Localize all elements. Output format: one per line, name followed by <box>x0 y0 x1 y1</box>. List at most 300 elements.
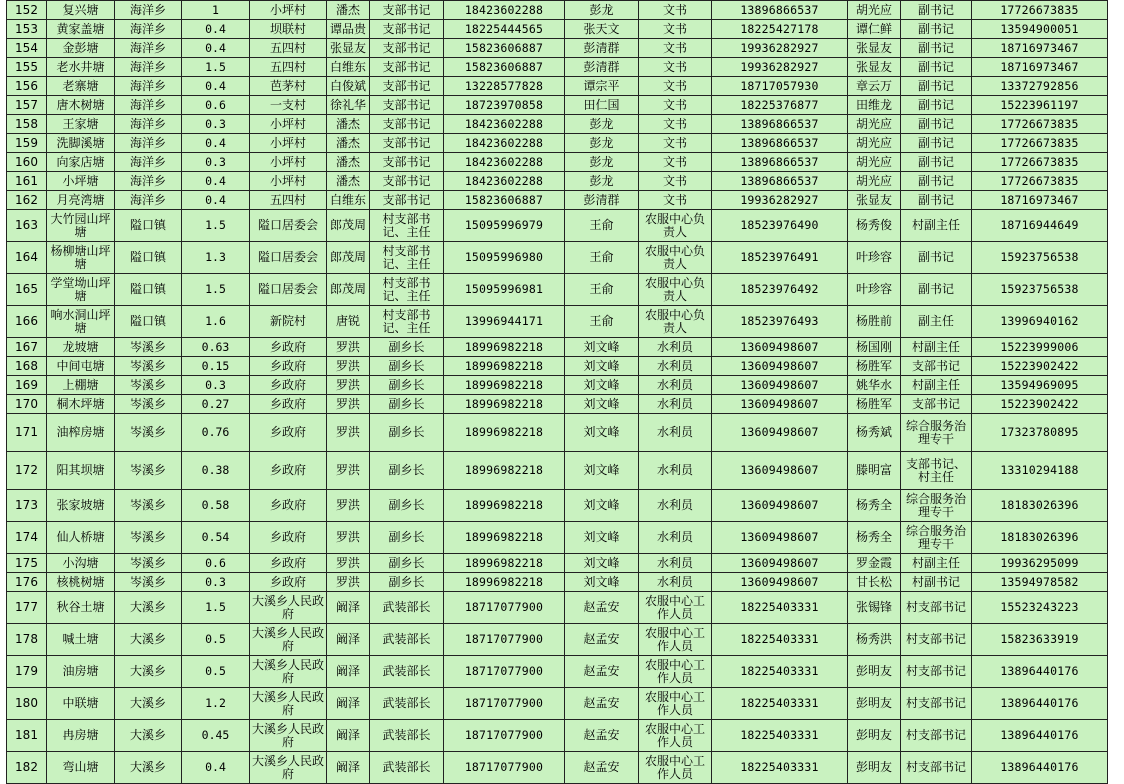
area-cell: 0.5 <box>182 624 250 656</box>
table-row <box>7 338 1108 357</box>
responsible-title-cell: 副乡长 <box>370 338 444 357</box>
patrol-phone-cell: 15223999006 <box>972 338 1108 357</box>
responsible-person-cell: 罗洪 <box>327 490 370 522</box>
patrol-title-cell: 村副书记 <box>901 573 972 592</box>
tech-person-cell: 刘文峰 <box>565 376 639 395</box>
tech-title-cell: 农服中心工作人员 <box>639 656 712 688</box>
responsible-title-cell: 村支部书记、主任 <box>370 274 444 306</box>
row-number-cell: 169 <box>7 376 47 395</box>
responsible-phone-cell: 15095996979 <box>444 210 565 242</box>
patrol-phone-cell: 13896440176 <box>972 688 1108 720</box>
responsible-person-cell: 阚泽 <box>327 720 370 752</box>
tech-person-cell: 刘文峰 <box>565 490 639 522</box>
town-cell: 海洋乡 <box>115 58 182 77</box>
patrol-person-cell: 胡光应 <box>848 172 901 191</box>
tech-person-cell: 彭龙 <box>565 172 639 191</box>
patrol-title-cell: 支部书记 <box>901 357 972 376</box>
tech-person-cell: 刘文峰 <box>565 414 639 452</box>
tech-title-cell: 水利员 <box>639 414 712 452</box>
patrol-phone-cell: 15923756538 <box>972 274 1108 306</box>
tech-title-cell: 文书 <box>639 172 712 191</box>
patrol-title-cell: 村支部书记 <box>901 752 972 784</box>
tech-phone-cell: 18523976493 <box>712 306 848 338</box>
row-number-cell: 174 <box>7 522 47 554</box>
responsible-phone-cell: 18717077900 <box>444 624 565 656</box>
tech-person-cell: 赵孟安 <box>565 752 639 784</box>
patrol-title-cell: 副书记 <box>901 242 972 274</box>
patrol-person-cell: 张锡锋 <box>848 592 901 624</box>
tech-phone-cell: 18225403331 <box>712 688 848 720</box>
patrol-phone-cell: 15823633919 <box>972 624 1108 656</box>
pond-name-cell: 洗脚溪塘 <box>47 134 115 153</box>
village-cell: 隘口居委会 <box>250 210 327 242</box>
area-cell: 0.4 <box>182 39 250 58</box>
responsible-phone-cell: 15823606887 <box>444 191 565 210</box>
town-cell: 岑溪乡 <box>115 452 182 490</box>
patrol-person-cell: 滕明富 <box>848 452 901 490</box>
village-cell: 大溪乡人民政府 <box>250 624 327 656</box>
patrol-title-cell: 支部书记、村主任 <box>901 452 972 490</box>
area-cell: 0.58 <box>182 490 250 522</box>
responsible-phone-cell: 18423602288 <box>444 153 565 172</box>
area-cell: 1 <box>182 1 250 20</box>
responsible-title-cell: 支部书记 <box>370 172 444 191</box>
responsible-person-cell: 罗洪 <box>327 376 370 395</box>
row-number-cell: 182 <box>7 752 47 784</box>
area-cell: 0.5 <box>182 656 250 688</box>
responsible-person-cell: 白维东 <box>327 191 370 210</box>
tech-phone-cell: 18225403331 <box>712 624 848 656</box>
tech-person-cell: 刘文峰 <box>565 338 639 357</box>
table-row <box>7 172 1108 191</box>
patrol-phone-cell: 13594900051 <box>972 20 1108 39</box>
tech-title-cell: 文书 <box>639 39 712 58</box>
responsible-phone-cell: 18996982218 <box>444 554 565 573</box>
village-cell: 五四村 <box>250 39 327 58</box>
village-cell: 乡政府 <box>250 522 327 554</box>
area-cell: 0.63 <box>182 338 250 357</box>
tech-person-cell: 刘文峰 <box>565 573 639 592</box>
patrol-person-cell: 杨秀全 <box>848 522 901 554</box>
tech-phone-cell: 13896866537 <box>712 1 848 20</box>
patrol-title-cell: 村支部书记 <box>901 592 972 624</box>
tech-phone-cell: 13609498607 <box>712 452 848 490</box>
patrol-title-cell: 副书记 <box>901 115 972 134</box>
patrol-phone-cell: 15223961197 <box>972 96 1108 115</box>
village-cell: 芭茅村 <box>250 77 327 96</box>
village-cell: 小坪村 <box>250 153 327 172</box>
row-number-cell: 179 <box>7 656 47 688</box>
village-cell: 新院村 <box>250 306 327 338</box>
tech-phone-cell: 13609498607 <box>712 376 848 395</box>
patrol-phone-cell: 13372792856 <box>972 77 1108 96</box>
pond-name-cell: 油榨房塘 <box>47 414 115 452</box>
responsible-title-cell: 支部书记 <box>370 153 444 172</box>
village-cell: 小坪村 <box>250 134 327 153</box>
tech-phone-cell: 18225427178 <box>712 20 848 39</box>
responsible-title-cell: 支部书记 <box>370 58 444 77</box>
pond-name-cell: 喊土塘 <box>47 624 115 656</box>
responsible-phone-cell: 18996982218 <box>444 414 565 452</box>
patrol-person-cell: 胡光应 <box>848 1 901 20</box>
pond-name-cell: 小沟塘 <box>47 554 115 573</box>
responsible-phone-cell: 18423602288 <box>444 172 565 191</box>
patrol-phone-cell: 15523243223 <box>972 592 1108 624</box>
patrol-person-cell: 杨秀全 <box>848 490 901 522</box>
pond-name-cell: 复兴塘 <box>47 1 115 20</box>
row-number-cell: 173 <box>7 490 47 522</box>
village-cell: 隘口居委会 <box>250 274 327 306</box>
responsible-person-cell: 罗洪 <box>327 452 370 490</box>
patrol-phone-cell: 18183026396 <box>972 522 1108 554</box>
patrol-title-cell: 副书记 <box>901 274 972 306</box>
table-row <box>7 720 1108 752</box>
row-number-cell: 166 <box>7 306 47 338</box>
tech-title-cell: 农服中心负责人 <box>639 210 712 242</box>
row-number-cell: 165 <box>7 274 47 306</box>
tech-phone-cell: 13896866537 <box>712 172 848 191</box>
patrol-person-cell: 叶珍容 <box>848 274 901 306</box>
tech-phone-cell: 13896866537 <box>712 134 848 153</box>
town-cell: 大溪乡 <box>115 624 182 656</box>
area-cell: 0.4 <box>182 134 250 153</box>
pond-name-cell: 金彭塘 <box>47 39 115 58</box>
area-cell: 1.6 <box>182 306 250 338</box>
table-row <box>7 414 1108 452</box>
patrol-title-cell: 村支部书记 <box>901 656 972 688</box>
tech-phone-cell: 13609498607 <box>712 573 848 592</box>
patrol-phone-cell: 13896440176 <box>972 720 1108 752</box>
area-cell: 0.3 <box>182 115 250 134</box>
village-cell: 乡政府 <box>250 414 327 452</box>
tech-phone-cell: 18225403331 <box>712 592 848 624</box>
patrol-title-cell: 村副主任 <box>901 376 972 395</box>
tech-person-cell: 赵孟安 <box>565 720 639 752</box>
town-cell: 岑溪乡 <box>115 522 182 554</box>
responsible-person-cell: 徐礼华 <box>327 96 370 115</box>
town-cell: 隘口镇 <box>115 210 182 242</box>
responsible-phone-cell: 13996944171 <box>444 306 565 338</box>
pond-name-cell: 中间屯塘 <box>47 357 115 376</box>
patrol-phone-cell: 18183026396 <box>972 490 1108 522</box>
patrol-title-cell: 副书记 <box>901 96 972 115</box>
town-cell: 大溪乡 <box>115 752 182 784</box>
patrol-title-cell: 村支部书记 <box>901 688 972 720</box>
tech-title-cell: 文书 <box>639 134 712 153</box>
town-cell: 岑溪乡 <box>115 357 182 376</box>
area-cell: 1.5 <box>182 274 250 306</box>
tech-person-cell: 彭龙 <box>565 153 639 172</box>
patrol-person-cell: 章云万 <box>848 77 901 96</box>
village-cell: 小坪村 <box>250 172 327 191</box>
row-number-cell: 153 <box>7 20 47 39</box>
tech-person-cell: 王俞 <box>565 306 639 338</box>
pond-name-cell: 响水洞山坪塘 <box>47 306 115 338</box>
village-cell: 乡政府 <box>250 357 327 376</box>
responsible-phone-cell: 15095996980 <box>444 242 565 274</box>
patrol-person-cell: 杨秀洪 <box>848 624 901 656</box>
responsible-phone-cell: 18717077900 <box>444 752 565 784</box>
tech-person-cell: 谭宗平 <box>565 77 639 96</box>
patrol-title-cell: 副书记 <box>901 58 972 77</box>
row-number-cell: 164 <box>7 242 47 274</box>
pond-name-cell: 秋谷土塘 <box>47 592 115 624</box>
tech-title-cell: 水利员 <box>639 490 712 522</box>
table-row <box>7 210 1108 242</box>
responsible-phone-cell: 18717077900 <box>444 688 565 720</box>
reservoir-contact-table <box>6 0 1108 784</box>
tech-phone-cell: 18523976491 <box>712 242 848 274</box>
area-cell: 0.4 <box>182 77 250 96</box>
table-row <box>7 274 1108 306</box>
pond-name-cell: 核桃树塘 <box>47 573 115 592</box>
patrol-phone-cell: 18716973467 <box>972 191 1108 210</box>
patrol-title-cell: 副书记 <box>901 153 972 172</box>
row-number-cell: 170 <box>7 395 47 414</box>
patrol-title-cell: 支部书记 <box>901 395 972 414</box>
tech-title-cell: 农服中心工作人员 <box>639 720 712 752</box>
table-row <box>7 134 1108 153</box>
patrol-person-cell: 杨胜军 <box>848 357 901 376</box>
row-number-cell: 176 <box>7 573 47 592</box>
town-cell: 大溪乡 <box>115 592 182 624</box>
responsible-person-cell: 白俊斌 <box>327 77 370 96</box>
row-number-cell: 168 <box>7 357 47 376</box>
responsible-phone-cell: 18996982218 <box>444 522 565 554</box>
responsible-person-cell: 阚泽 <box>327 624 370 656</box>
table-row <box>7 20 1108 39</box>
area-cell: 0.3 <box>182 376 250 395</box>
village-cell: 小坪村 <box>250 1 327 20</box>
tech-title-cell: 水利员 <box>639 554 712 573</box>
town-cell: 海洋乡 <box>115 153 182 172</box>
pond-name-cell: 老寨塘 <box>47 77 115 96</box>
town-cell: 海洋乡 <box>115 1 182 20</box>
tech-title-cell: 水利员 <box>639 452 712 490</box>
pond-name-cell: 老水井塘 <box>47 58 115 77</box>
tech-title-cell: 农服中心工作人员 <box>639 592 712 624</box>
area-cell: 1.2 <box>182 688 250 720</box>
responsible-person-cell: 罗洪 <box>327 554 370 573</box>
tech-phone-cell: 13609498607 <box>712 554 848 573</box>
tech-phone-cell: 18523976490 <box>712 210 848 242</box>
village-cell: 大溪乡人民政府 <box>250 720 327 752</box>
tech-title-cell: 农服中心负责人 <box>639 274 712 306</box>
patrol-person-cell: 彭明友 <box>848 688 901 720</box>
responsible-phone-cell: 18717077900 <box>444 656 565 688</box>
responsible-title-cell: 副乡长 <box>370 554 444 573</box>
responsible-person-cell: 罗洪 <box>327 522 370 554</box>
tech-person-cell: 彭清群 <box>565 191 639 210</box>
area-cell: 0.4 <box>182 172 250 191</box>
pond-name-cell: 中联塘 <box>47 688 115 720</box>
tech-title-cell: 水利员 <box>639 522 712 554</box>
tech-person-cell: 彭清群 <box>565 58 639 77</box>
responsible-phone-cell: 18996982218 <box>444 376 565 395</box>
row-number-cell: 160 <box>7 153 47 172</box>
tech-title-cell: 农服中心工作人员 <box>639 624 712 656</box>
responsible-phone-cell: 18996982218 <box>444 573 565 592</box>
area-cell: 0.4 <box>182 752 250 784</box>
tech-phone-cell: 13609498607 <box>712 490 848 522</box>
table-row <box>7 752 1108 784</box>
tech-phone-cell: 19936282927 <box>712 58 848 77</box>
responsible-person-cell: 潘杰 <box>327 172 370 191</box>
town-cell: 大溪乡 <box>115 688 182 720</box>
town-cell: 海洋乡 <box>115 77 182 96</box>
tech-person-cell: 赵孟安 <box>565 688 639 720</box>
area-cell: 0.76 <box>182 414 250 452</box>
responsible-phone-cell: 15823606887 <box>444 58 565 77</box>
tech-title-cell: 文书 <box>639 20 712 39</box>
area-cell: 0.3 <box>182 153 250 172</box>
tech-person-cell: 刘文峰 <box>565 357 639 376</box>
town-cell: 岑溪乡 <box>115 395 182 414</box>
patrol-person-cell: 彭明友 <box>848 656 901 688</box>
table-row <box>7 191 1108 210</box>
responsible-phone-cell: 18225444565 <box>444 20 565 39</box>
patrol-person-cell: 彭明友 <box>848 752 901 784</box>
responsible-person-cell: 潘杰 <box>327 153 370 172</box>
responsible-person-cell: 唐锐 <box>327 306 370 338</box>
tech-phone-cell: 18523976492 <box>712 274 848 306</box>
patrol-phone-cell: 18716944649 <box>972 210 1108 242</box>
tech-title-cell: 水利员 <box>639 357 712 376</box>
town-cell: 大溪乡 <box>115 720 182 752</box>
responsible-title-cell: 村支部书记、主任 <box>370 210 444 242</box>
patrol-phone-cell: 18716973467 <box>972 39 1108 58</box>
responsible-title-cell: 副乡长 <box>370 395 444 414</box>
table-row <box>7 656 1108 688</box>
town-cell: 海洋乡 <box>115 20 182 39</box>
tech-person-cell: 王俞 <box>565 274 639 306</box>
area-cell: 0.38 <box>182 452 250 490</box>
village-cell: 乡政府 <box>250 376 327 395</box>
patrol-person-cell: 甘长松 <box>848 573 901 592</box>
pond-name-cell: 上棚塘 <box>47 376 115 395</box>
tech-phone-cell: 13609498607 <box>712 357 848 376</box>
tech-person-cell: 刘文峰 <box>565 452 639 490</box>
patrol-person-cell: 罗金霞 <box>848 554 901 573</box>
patrol-title-cell: 村支部书记 <box>901 624 972 656</box>
area-cell: 1.5 <box>182 58 250 77</box>
tech-phone-cell: 13609498607 <box>712 522 848 554</box>
table-row <box>7 395 1108 414</box>
row-number-cell: 159 <box>7 134 47 153</box>
patrol-phone-cell: 17726673835 <box>972 115 1108 134</box>
tech-person-cell: 彭清群 <box>565 39 639 58</box>
village-cell: 五四村 <box>250 58 327 77</box>
row-number-cell: 163 <box>7 210 47 242</box>
patrol-title-cell: 副书记 <box>901 1 972 20</box>
responsible-title-cell: 武装部长 <box>370 752 444 784</box>
responsible-title-cell: 副乡长 <box>370 522 444 554</box>
row-number-cell: 175 <box>7 554 47 573</box>
tech-title-cell: 文书 <box>639 153 712 172</box>
village-cell: 大溪乡人民政府 <box>250 592 327 624</box>
table-body <box>7 1 1108 784</box>
responsible-person-cell: 郎茂周 <box>327 274 370 306</box>
table-row <box>7 376 1108 395</box>
responsible-person-cell: 张显友 <box>327 39 370 58</box>
pond-name-cell: 学堂坳山坪塘 <box>47 274 115 306</box>
table-row <box>7 115 1108 134</box>
responsible-title-cell: 支部书记 <box>370 20 444 39</box>
town-cell: 岑溪乡 <box>115 490 182 522</box>
patrol-phone-cell: 13996940162 <box>972 306 1108 338</box>
tech-phone-cell: 13609498607 <box>712 395 848 414</box>
tech-phone-cell: 19936282927 <box>712 39 848 58</box>
patrol-phone-cell: 17726673835 <box>972 134 1108 153</box>
patrol-title-cell: 副书记 <box>901 134 972 153</box>
responsible-person-cell: 罗洪 <box>327 338 370 357</box>
table-row <box>7 490 1108 522</box>
tech-title-cell: 农服中心负责人 <box>639 242 712 274</box>
area-cell: 0.4 <box>182 191 250 210</box>
row-number-cell: 155 <box>7 58 47 77</box>
patrol-person-cell: 姚华水 <box>848 376 901 395</box>
town-cell: 海洋乡 <box>115 115 182 134</box>
tech-title-cell: 文书 <box>639 191 712 210</box>
responsible-title-cell: 支部书记 <box>370 115 444 134</box>
responsible-title-cell: 副乡长 <box>370 573 444 592</box>
patrol-person-cell: 杨胜前 <box>848 306 901 338</box>
patrol-title-cell: 村副主任 <box>901 338 972 357</box>
town-cell: 岑溪乡 <box>115 573 182 592</box>
tech-person-cell: 彭龙 <box>565 115 639 134</box>
responsible-phone-cell: 18996982218 <box>444 338 565 357</box>
responsible-phone-cell: 18996982218 <box>444 357 565 376</box>
patrol-person-cell: 张显友 <box>848 39 901 58</box>
patrol-person-cell: 杨秀斌 <box>848 414 901 452</box>
patrol-person-cell: 杨国刚 <box>848 338 901 357</box>
tech-person-cell: 刘文峰 <box>565 554 639 573</box>
area-cell: 0.27 <box>182 395 250 414</box>
responsible-person-cell: 阚泽 <box>327 656 370 688</box>
responsible-title-cell: 支部书记 <box>370 134 444 153</box>
table-row <box>7 452 1108 490</box>
village-cell: 五四村 <box>250 191 327 210</box>
responsible-title-cell: 副乡长 <box>370 376 444 395</box>
patrol-person-cell: 谭仁鲜 <box>848 20 901 39</box>
row-number-cell: 178 <box>7 624 47 656</box>
tech-title-cell: 文书 <box>639 58 712 77</box>
responsible-person-cell: 阚泽 <box>327 752 370 784</box>
responsible-person-cell: 潘杰 <box>327 134 370 153</box>
tech-phone-cell: 13609498607 <box>712 414 848 452</box>
town-cell: 大溪乡 <box>115 656 182 688</box>
row-number-cell: 158 <box>7 115 47 134</box>
area-cell: 1.5 <box>182 210 250 242</box>
town-cell: 海洋乡 <box>115 191 182 210</box>
tech-person-cell: 赵孟安 <box>565 592 639 624</box>
patrol-title-cell: 村支部书记 <box>901 720 972 752</box>
tech-phone-cell: 18717057930 <box>712 77 848 96</box>
responsible-person-cell: 罗洪 <box>327 414 370 452</box>
row-number-cell: 161 <box>7 172 47 191</box>
town-cell: 海洋乡 <box>115 134 182 153</box>
responsible-person-cell: 潘杰 <box>327 1 370 20</box>
pond-name-cell: 唐木树塘 <box>47 96 115 115</box>
tech-title-cell: 文书 <box>639 96 712 115</box>
patrol-person-cell: 杨胜军 <box>848 395 901 414</box>
patrol-person-cell: 张显友 <box>848 58 901 77</box>
tech-person-cell: 刘文峰 <box>565 395 639 414</box>
table-row <box>7 357 1108 376</box>
tech-title-cell: 文书 <box>639 77 712 96</box>
tech-phone-cell: 18225403331 <box>712 656 848 688</box>
responsible-title-cell: 武装部长 <box>370 624 444 656</box>
